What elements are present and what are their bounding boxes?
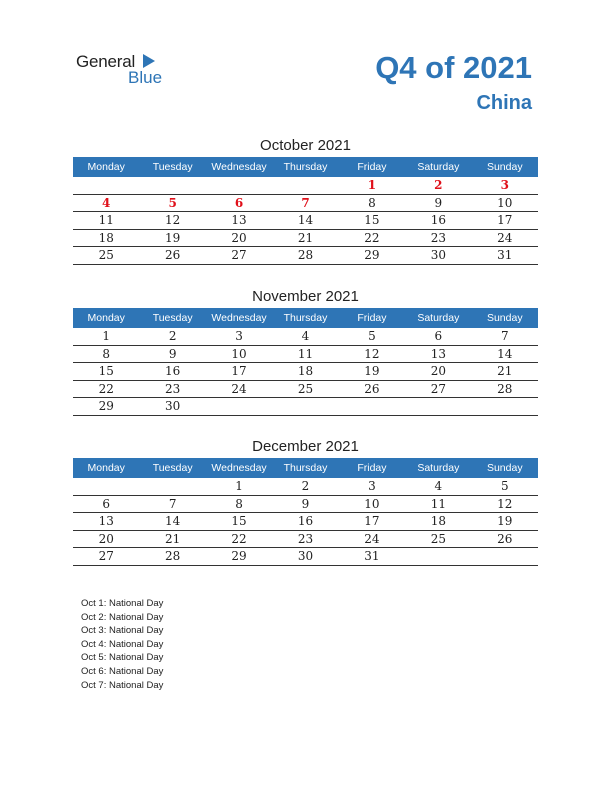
day-cell: 7 — [301, 195, 310, 210]
weekday-label: Monday — [87, 312, 125, 324]
week-row — [73, 478, 538, 496]
day-cell: 27 — [231, 248, 247, 262]
empty-cell — [272, 177, 338, 194]
weekday-label: Tuesday — [152, 462, 193, 474]
day-cell: 5 — [368, 329, 376, 343]
day-cell: 16 — [164, 364, 181, 378]
day-cell: 4 — [301, 329, 310, 343]
day-cell: 31 — [364, 549, 380, 563]
day-cell: 12 — [164, 213, 181, 227]
day-cell: 18 — [98, 230, 114, 245]
day-cell: 22 — [231, 531, 247, 546]
weekday-label: Sunday — [486, 161, 523, 173]
empty-cell — [472, 398, 538, 415]
day-cell: 15 — [98, 364, 114, 378]
holiday-note: Oct 6: National Day — [81, 665, 164, 677]
month-october — [73, 135, 538, 265]
weekday-label: Friday — [357, 312, 387, 324]
day-cell: 29 — [364, 248, 380, 262]
empty-cell — [73, 177, 139, 194]
day-cell: 25 — [98, 248, 114, 262]
weekday-label: Thursday — [283, 312, 328, 324]
weekday-label: Thursday — [283, 161, 328, 173]
day-cell: 16 — [430, 213, 446, 227]
week-row — [73, 381, 538, 399]
day-cell: 27 — [430, 381, 446, 396]
weekday-label: Tuesday — [152, 161, 193, 173]
day-cell: 14 — [297, 213, 314, 227]
week-row — [73, 346, 538, 364]
day-cell: 21 — [297, 230, 314, 245]
weekday-label: Saturday — [417, 161, 460, 173]
day-cell: 23 — [430, 230, 446, 245]
weekday-header — [73, 157, 538, 177]
empty-cell — [472, 548, 538, 565]
day-cell: 30 — [297, 549, 314, 563]
day-cell: 5 — [500, 479, 509, 493]
day-cell: 10 — [231, 346, 247, 361]
week-row — [73, 513, 538, 531]
day-cell: 12 — [497, 496, 513, 511]
empty-cell — [405, 398, 471, 415]
day-cell: 30 — [164, 399, 181, 413]
holiday-notes — [81, 597, 163, 692]
day-cell: 14 — [497, 346, 513, 361]
week-row — [73, 247, 538, 265]
day-cell: 6 — [234, 195, 244, 210]
day-cell: 14 — [164, 514, 181, 528]
day-cell: 18 — [297, 364, 314, 378]
week-row — [73, 177, 538, 195]
day-cell: 1 — [367, 178, 377, 192]
day-cell: 25 — [430, 531, 446, 546]
empty-cell — [206, 177, 272, 194]
day-cell: 13 — [430, 346, 446, 361]
weekday-header — [73, 458, 538, 478]
day-cell: 20 — [98, 531, 114, 546]
day-cell: 27 — [98, 549, 114, 563]
empty-cell — [405, 548, 471, 565]
day-cell: 26 — [164, 248, 181, 262]
day-cell: 24 — [364, 531, 380, 546]
empty-cell — [339, 398, 405, 415]
day-cell: 17 — [231, 364, 247, 378]
weekday-label: Saturday — [417, 462, 460, 474]
logo-blue-text: Blue — [128, 68, 163, 87]
day-cell: 19 — [497, 514, 513, 528]
empty-cell — [73, 478, 139, 495]
week-row — [73, 363, 538, 381]
day-cell: 15 — [364, 213, 380, 227]
weekday-label: Monday — [87, 161, 125, 173]
empty-cell — [139, 177, 205, 194]
month-title: December 2021 — [252, 438, 359, 455]
day-cell: 9 — [301, 496, 310, 511]
day-cell: 3 — [368, 479, 376, 493]
day-cell: 22 — [98, 381, 114, 396]
day-cell: 17 — [497, 213, 513, 227]
week-row — [73, 398, 538, 416]
week-row — [73, 496, 538, 514]
day-cell: 19 — [364, 364, 380, 378]
logo-general-text: General — [76, 52, 136, 71]
day-cell: 15 — [231, 514, 247, 528]
day-cell: 3 — [500, 178, 509, 192]
day-cell: 18 — [430, 514, 446, 528]
day-cell: 5 — [168, 195, 177, 210]
day-cell: 22 — [364, 230, 380, 245]
day-cell: 1 — [102, 329, 111, 343]
day-cell: 4 — [434, 479, 443, 493]
day-cell: 2 — [434, 178, 443, 192]
day-cell: 17 — [364, 514, 380, 528]
logo-triangle-icon — [143, 54, 155, 68]
month-december — [73, 436, 538, 566]
day-cell: 10 — [364, 496, 380, 511]
day-cell: 6 — [434, 329, 443, 343]
holiday-note: Oct 5: National Day — [81, 652, 164, 664]
day-cell: 21 — [497, 364, 513, 378]
holiday-note: Oct 4: National Day — [81, 638, 164, 650]
day-cell: 21 — [164, 531, 181, 546]
day-cell: 10 — [497, 195, 513, 210]
weekday-label: Wednesday — [211, 161, 267, 173]
weekday-header — [73, 308, 538, 328]
day-cell: 11 — [98, 213, 114, 227]
day-cell: 3 — [235, 329, 243, 343]
day-cell: 23 — [297, 531, 314, 546]
day-cell: 7 — [168, 496, 177, 511]
day-cell: 9 — [434, 195, 443, 210]
day-cell: 24 — [231, 381, 247, 396]
day-cell: 9 — [168, 346, 177, 361]
day-cell: 26 — [364, 381, 380, 396]
day-cell: 8 — [102, 346, 111, 361]
day-cell: 8 — [368, 195, 376, 210]
holiday-note: Oct 7: National Day — [81, 679, 164, 691]
weekday-label: Friday — [357, 161, 387, 173]
day-cell: 20 — [430, 364, 446, 378]
day-cell: 8 — [235, 496, 243, 511]
day-cell: 24 — [497, 230, 513, 245]
empty-cell — [272, 398, 338, 415]
day-cell: 2 — [168, 329, 177, 343]
day-cell: 28 — [297, 248, 314, 262]
empty-cell — [206, 398, 272, 415]
weekday-label: Wednesday — [211, 462, 267, 474]
week-row — [73, 230, 538, 248]
month-title: October 2021 — [260, 137, 351, 154]
day-cell: 28 — [497, 381, 513, 396]
weekday-label: Tuesday — [152, 312, 193, 324]
day-cell: 19 — [164, 230, 181, 245]
page-title: Q4 of 2021 — [375, 50, 532, 85]
day-cell: 11 — [430, 496, 446, 511]
weekday-label: Friday — [357, 462, 387, 474]
weekday-label: Wednesday — [211, 312, 267, 324]
day-cell: 1 — [235, 479, 243, 493]
day-cell: 25 — [297, 381, 314, 396]
country-title: China — [476, 92, 532, 114]
day-cell: 31 — [497, 248, 513, 262]
month-november — [73, 286, 538, 416]
day-cell: 13 — [231, 213, 247, 227]
day-cell: 28 — [164, 549, 181, 563]
day-cell: 29 — [231, 549, 247, 563]
weekday-label: Thursday — [283, 462, 328, 474]
day-cell: 16 — [297, 514, 314, 528]
month-title: November 2021 — [252, 288, 359, 305]
holiday-note: Oct 2: National Day — [81, 611, 164, 623]
weekday-label: Monday — [87, 462, 125, 474]
weekday-label: Saturday — [417, 312, 460, 324]
empty-cell — [139, 478, 205, 495]
day-cell: 6 — [102, 496, 111, 511]
logo — [76, 52, 186, 92]
week-row — [73, 212, 538, 230]
week-row — [73, 195, 538, 213]
weekday-label: Sunday — [486, 462, 523, 474]
day-cell: 23 — [164, 381, 181, 396]
holiday-note: Oct 1: National Day — [81, 598, 164, 609]
day-cell: 7 — [500, 329, 509, 343]
week-row — [73, 328, 538, 346]
day-cell: 29 — [98, 399, 114, 413]
day-cell: 30 — [430, 248, 446, 262]
day-cell: 26 — [497, 531, 513, 546]
week-row — [73, 548, 538, 566]
day-cell: 11 — [297, 346, 314, 361]
day-cell: 12 — [364, 346, 380, 361]
day-cell: 20 — [231, 230, 247, 245]
day-cell: 4 — [102, 195, 111, 210]
weekday-label: Sunday — [486, 312, 523, 324]
holiday-note: Oct 3: National Day — [81, 625, 164, 637]
day-cell: 13 — [98, 514, 114, 528]
day-cell: 2 — [301, 479, 310, 493]
week-row — [73, 531, 538, 549]
